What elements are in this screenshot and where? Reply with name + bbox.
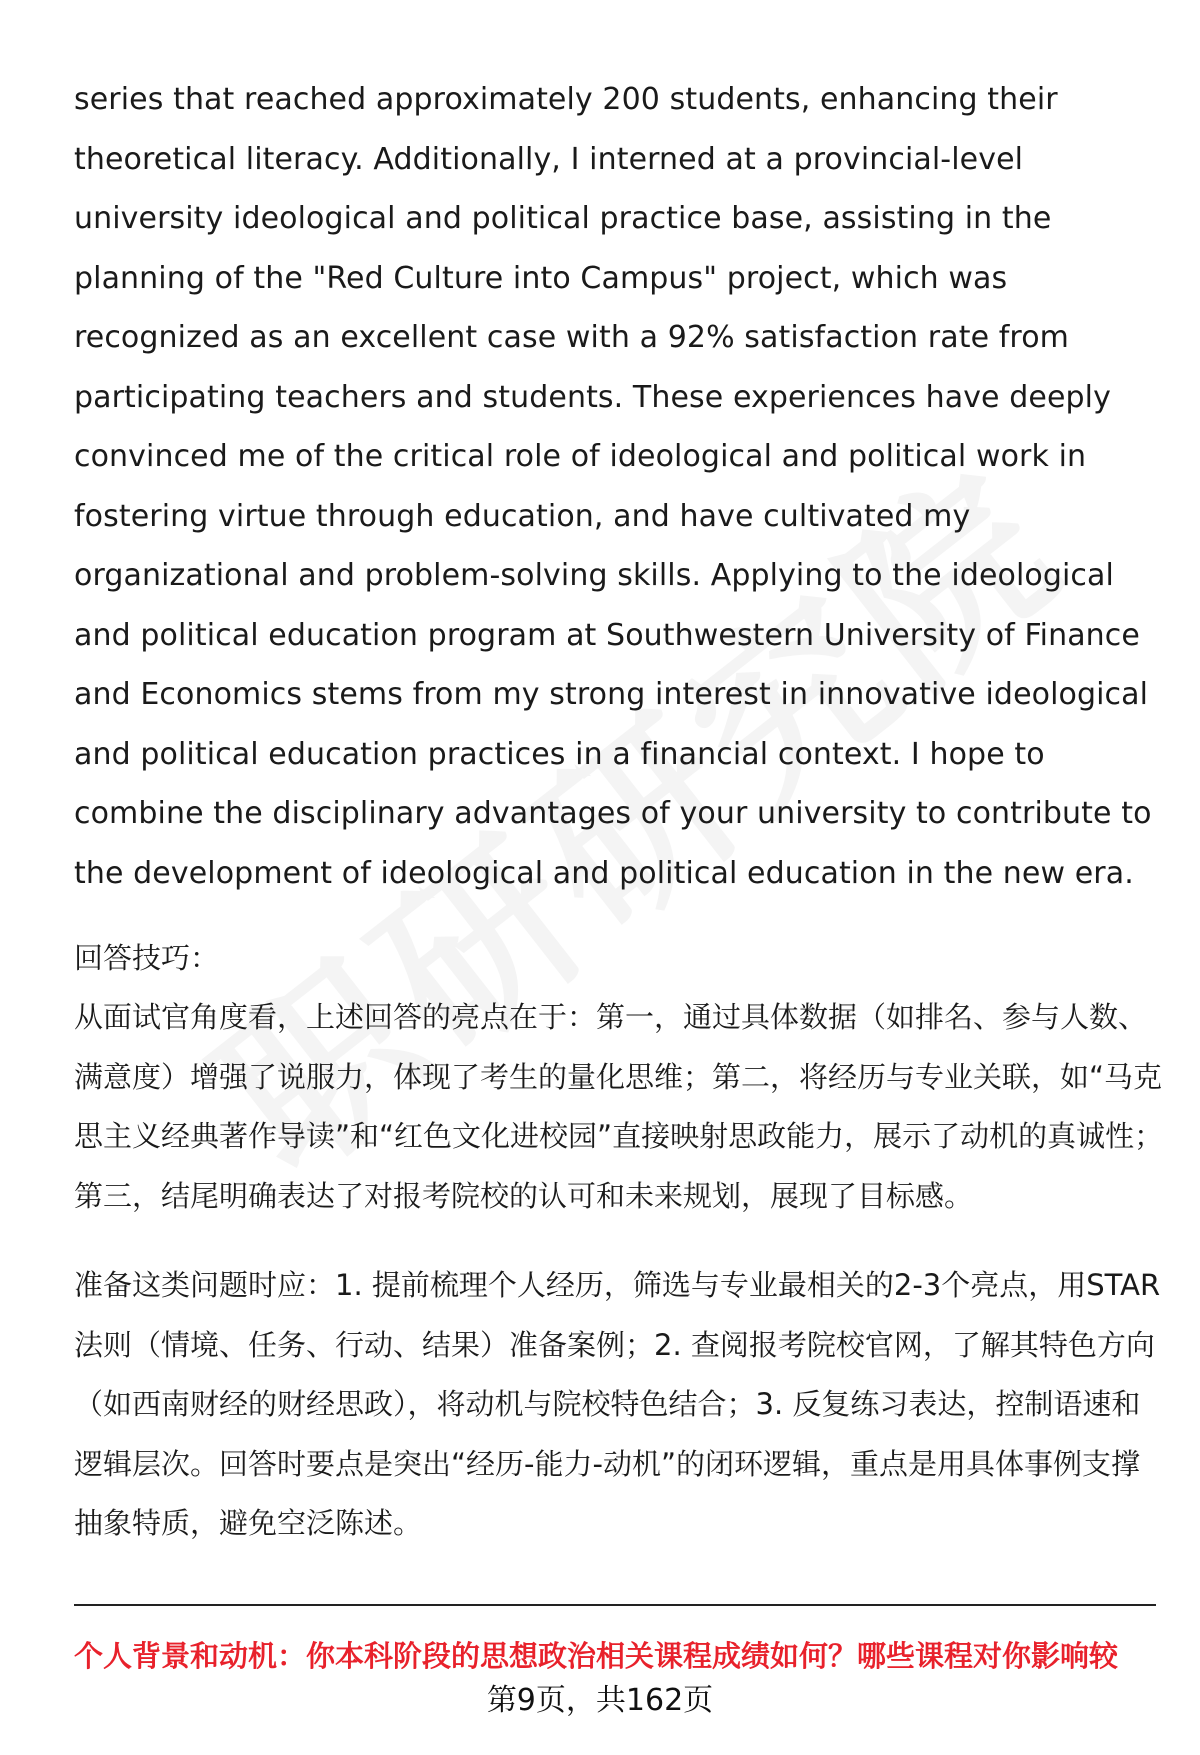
page-number: 第9页，共162页	[486, 1683, 714, 1718]
next-question-heading: 个人背景和动机：你本科阶段的思想政治相关课程成绩如何？哪些课程对你影响较	[74, 1639, 1119, 1673]
page-content	[74, 70, 1164, 1554]
section-divider	[74, 1604, 1156, 1606]
answer-english-paragraph: series that reached approximately 200 students, enhancing their theoretical literacy. Additionally, I interned at a provincial-level university ideological and political practice base, assisting in the planning of the "Red Culture into Campus" project, which was recognized as an excellent case with a 92% satisfaction rate from participating teachers and students. These experiences have deeply convinced me of the critical role of ideological and political work in fostering virtue through education, and have cultivated my organizational and problem-solving skills. Applying to the ideological and political education program at Southwestern University of Finance and Economics stems from my strong interest in innovative ideological and political education practices in a financial context. I hope to combine the disciplinary advantages of your university to contribute to the development of ideological and political education in the new era.	[74, 82, 1152, 891]
tips-paragraph-1: 从面试官角度看，上述回答的亮点在于：第一，通过具体数据（如排名、参与人数、满意度）增强了说服力，体现了考生的量化思维；第二，将经历与专业关联，如“马克思主义经典著作导读”和“红色文化进校园”直接映射思政能力，展示了动机的真诚性；第三，结尾明确表达了对报考院校的认可和未来规划，展现了目标感。	[74, 1000, 1164, 1213]
tips-paragraph-2: 准备这类问题时应：1. 提前梳理个人经历，筛选与专业最相关的2-3个亮点，用STAR法则（情境、任务、行动、结果）准备案例；2. 查阅报考院校官网，了解其特色方向（如西南财经的财经思政），将动机与院校特色结合；3. 反复练习表达，控制语速和逻辑层次。回答时要点是突出“经历-能力-动机”的闭环逻辑，重点是用具体事例支撑抽象特质，避免空泛陈述。	[74, 1268, 1161, 1540]
tips-label: 回答技巧：	[74, 941, 220, 975]
